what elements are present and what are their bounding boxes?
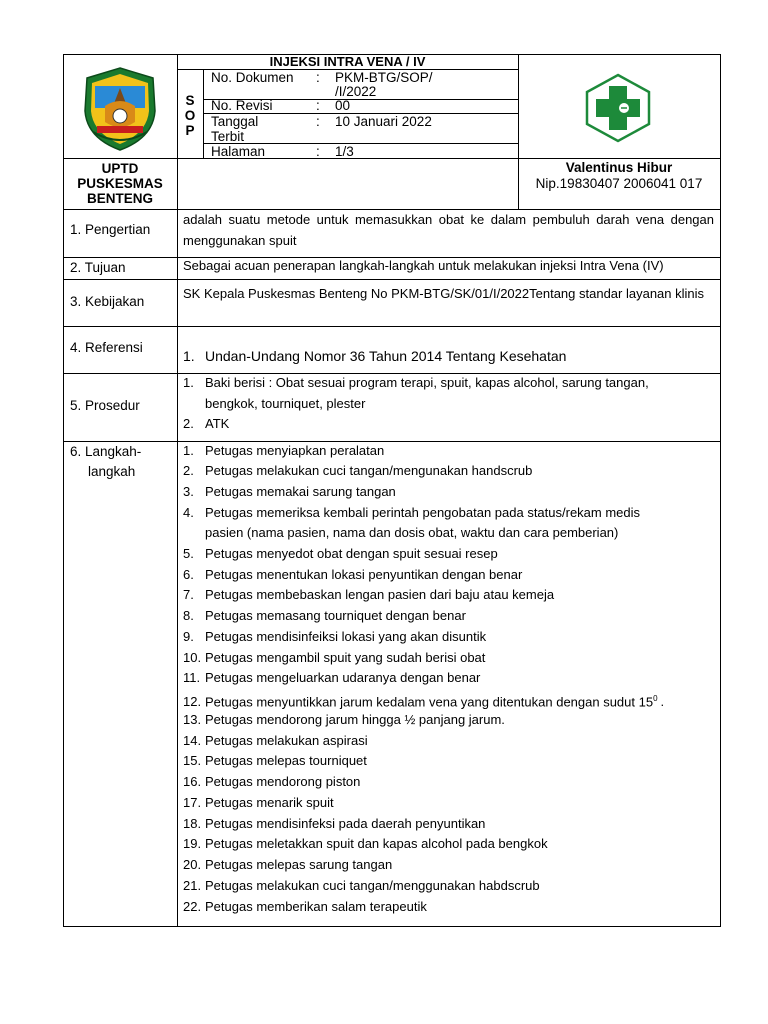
list-text: Petugas membebaskan lengan pasien dari baju atau kemeja: [205, 587, 555, 602]
field-value-no-dokumen-cont: /I/2022: [335, 84, 377, 99]
list-number: 7.: [183, 587, 194, 602]
list-number: 16.: [183, 774, 202, 789]
list-text: Undan-Undang Nomor 36 Tahun 2014 Tentang Kesehatan: [205, 348, 567, 364]
list-number: 1.: [183, 443, 194, 458]
langkah-item: [183, 587, 715, 603]
prosedur-item: [183, 375, 715, 391]
list-text-cont: bengkok, tourniquet, plester: [205, 396, 366, 411]
list-text: Petugas menarik spuit: [205, 795, 334, 810]
list-number: 2.: [183, 416, 194, 431]
signer-nip: Nip.19830407 2006041 017: [535, 176, 703, 191]
list-number: 1.: [183, 348, 195, 364]
list-number: 15.: [183, 753, 202, 768]
list-number: 8.: [183, 608, 194, 623]
list-text: Petugas memasang tourniquet dengan benar: [205, 608, 466, 623]
org-line-2: PUSKESMAS: [77, 176, 163, 191]
field-label-halaman: Halaman: [211, 144, 266, 159]
langkah-item: [183, 650, 715, 666]
kebijakan-text: SK Kepala Puskesmas Benteng No PKM-BTG/SK/01/I/2022Tentang standar layanan klinis: [183, 286, 705, 301]
langkah-item: [183, 505, 715, 521]
org-line-3: BENTENG: [86, 191, 153, 206]
langkah-item: [183, 753, 715, 769]
langkah-item: [183, 712, 715, 728]
field-sep: :: [316, 70, 320, 85]
field-value-halaman: 1/3: [335, 144, 354, 159]
list-number: 17.: [183, 795, 202, 810]
list-text: Petugas mendisinfeksi pada daerah penyuntikan: [205, 816, 486, 831]
sop-letter-p: P: [185, 123, 195, 138]
section-label-pengertian: 1. Pengertian: [70, 222, 151, 237]
list-text: Petugas melakukan cuci tangan/mengunakan handscrub: [205, 463, 533, 478]
field-label-tanggal: Tanggal: [211, 114, 259, 129]
list-number: 21.: [183, 878, 202, 893]
referensi-item: [183, 347, 715, 365]
langkah-item: [183, 608, 715, 624]
field-value-tanggal: 10 Januari 2022: [335, 114, 432, 129]
list-text: Baki berisi : Obat sesuai program terapi, spuit, kapas alcohol, sarung tangan,: [205, 375, 649, 390]
field-sep: :: [316, 144, 320, 159]
list-number: 13.: [183, 712, 202, 727]
langkah-item: [183, 795, 715, 811]
degree-superscript: 0: [653, 694, 658, 703]
langkah-item-cont: [205, 525, 737, 541]
list-number: 5.: [183, 546, 194, 561]
list-number: 19.: [183, 836, 202, 851]
langkah-item: [183, 774, 715, 790]
list-text-tail: .: [660, 694, 665, 710]
list-number: 6.: [183, 567, 194, 582]
langkah-item: [183, 857, 715, 873]
list-text: Petugas melepas sarung tangan: [205, 857, 393, 872]
list-text-cont: pasien (nama pasien, nama dan dosis obat, waktu dan cara pemberian): [205, 525, 619, 540]
langkah-item: [183, 816, 715, 832]
tujuan-text: Sebagai acuan penerapan langkah-langkah untuk melakukan injeksi Intra Vena (IV): [183, 258, 664, 273]
sop-letter-s: S: [185, 93, 195, 108]
list-text: Petugas menyuntikkan jarum kedalam vena yang ditentukan dengan sudut 15: [205, 694, 654, 710]
langkah-item: [183, 670, 715, 686]
list-number: 2.: [183, 463, 194, 478]
puskesmas-logo: [583, 73, 653, 143]
list-number: 12.: [183, 694, 202, 710]
langkah-item: [183, 443, 715, 459]
org-line-1: UPTD: [101, 161, 139, 176]
list-number: 3.: [183, 484, 194, 499]
sop-letter-o: O: [184, 108, 196, 123]
list-text: ATK: [205, 416, 230, 431]
list-number: 18.: [183, 816, 202, 831]
list-text: Petugas menyiapkan peralatan: [205, 443, 385, 458]
list-number: 10.: [183, 650, 202, 665]
section-label-langkah-cont: langkah: [88, 464, 136, 479]
list-number: 11.: [183, 670, 201, 685]
list-number: 14.: [183, 733, 202, 748]
list-text: Petugas melepas tourniquet: [205, 753, 367, 768]
list-text: Petugas mendorong piston: [205, 774, 361, 789]
langkah-item: [183, 899, 715, 915]
field-sep: :: [316, 98, 320, 113]
list-text: Petugas meletakkan spuit dan kapas alcohol pada bengkok: [205, 836, 548, 851]
langkah-item: [183, 691, 715, 710]
field-value-no-revisi: 00: [335, 98, 351, 113]
langkah-item: [183, 567, 715, 583]
section-label-kebijakan: 3. Kebijakan: [70, 294, 145, 309]
list-number: 4.: [183, 505, 194, 520]
langkah-item: [183, 629, 715, 645]
field-sep: :: [316, 114, 320, 129]
list-text: Petugas memberikan salam terapeutik: [205, 899, 427, 914]
section-label-tujuan: 2. Tujuan: [70, 260, 126, 275]
regency-logo: [83, 66, 157, 152]
signer-name: Valentinus Hibur: [565, 160, 673, 175]
langkah-item: [183, 836, 715, 852]
list-text: Petugas memakai sarung tangan: [205, 484, 396, 499]
field-label-no-revisi: No. Revisi: [211, 98, 273, 113]
list-number: 9.: [183, 629, 194, 644]
list-text: Petugas melakukan cuci tangan/menggunakan habdscrub: [205, 878, 540, 893]
list-text: Petugas memeriksa kembali perintah pengobatan pada status/rekam medis: [205, 505, 641, 520]
document-title: INJEKSI INTRA VENA / IV: [269, 54, 426, 69]
pengertian-text: adalah suatu metode untuk memasukkan obat ke dalam pembuluh darah vena dengan menggunakan spuit: [183, 212, 714, 248]
list-number: 1.: [183, 375, 194, 390]
field-label-terbit: Terbit: [211, 129, 245, 144]
section-label-prosedur: 5. Prosedur: [70, 398, 140, 413]
langkah-item: [183, 484, 715, 500]
prosedur-item: [183, 416, 715, 432]
list-text: Petugas mendisinfeiksi lokasi yang akan disuntik: [205, 629, 487, 644]
list-text: Petugas mengeluarkan udaranya dengan benar: [205, 670, 481, 685]
langkah-item: [183, 463, 715, 479]
langkah-item: [183, 733, 715, 749]
list-text: Petugas menentukan lokasi penyuntikan dengan benar: [205, 567, 523, 582]
list-text: Petugas mendorong jarum hingga ½ panjang jarum.: [205, 712, 505, 727]
list-text: Petugas melakukan aspirasi: [205, 733, 368, 748]
field-value-no-dokumen: PKM-BTG/SOP/: [335, 70, 433, 85]
list-number: 22.: [183, 899, 202, 914]
field-label-no-dokumen: No. Dokumen: [211, 70, 294, 85]
prosedur-item-cont: [205, 396, 737, 412]
langkah-item: [183, 878, 715, 894]
section-label-langkah: 6. Langkah-: [70, 444, 142, 459]
section-label-referensi: 4. Referensi: [70, 340, 143, 355]
list-number: 20.: [183, 857, 202, 872]
list-text: Petugas menyedot obat dengan spuit sesuai resep: [205, 546, 498, 561]
langkah-item: [183, 546, 715, 562]
list-text: Petugas mengambil spuit yang sudah berisi obat: [205, 650, 486, 665]
